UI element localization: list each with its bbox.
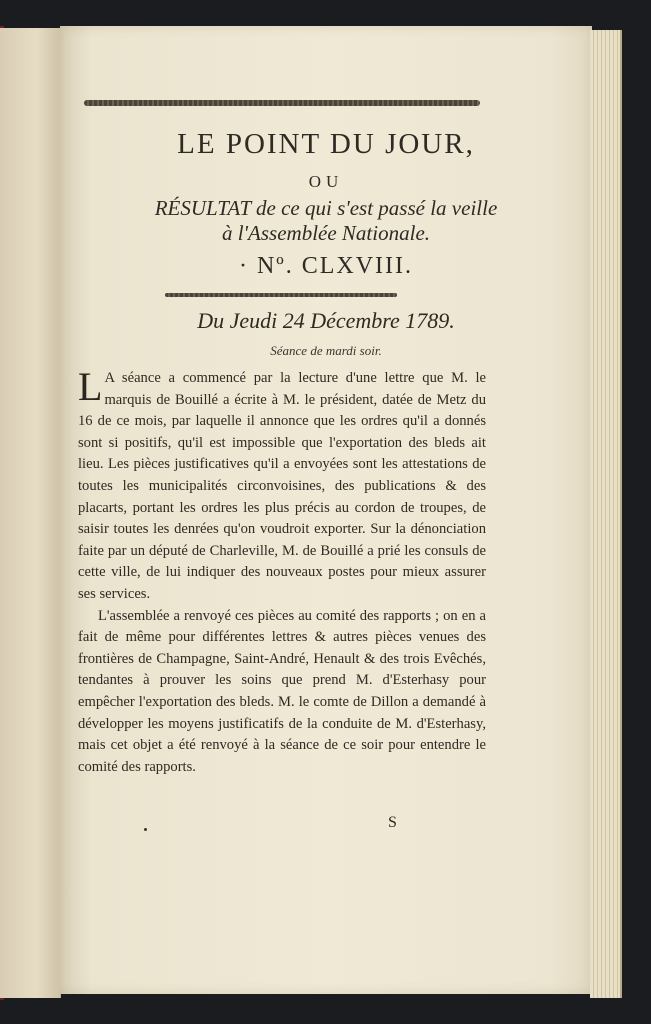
page-stack-edge xyxy=(590,30,622,998)
middle-rule xyxy=(165,293,397,297)
paragraph-1-text: A séance a commencé par la lecture d'une lettre que M. le marquis de Bouillé a écrite à M. le président, datée de Metz du 16 de ce mois, par laquelle il annonce que les ordres qu'il a donnés sont si positifs, qu'il est impossible que l'exportation des bleds ait lieu. Les pièces justificatives qu'il a envoyées sont les attestations de toutes les municipalités circonvoisines, des publications & des placarts, portant les ordres les plus précis au cordon de troupes, de saisir toutes les denrées qu'on voudroit exporter. Sur la dénonciation faite par un député de Charleville, M. de Bouillé a prié les consuls de cette ville, de lui indiquer des nouveaux postes pour mieux assurer ses services. xyxy=(78,370,486,602)
article-body xyxy=(78,364,486,778)
issue-date: Du Jeudi 24 Décembre 1789. xyxy=(197,308,455,333)
top-rule xyxy=(84,100,480,106)
session-heading: Séance de mardi soir. xyxy=(270,343,382,358)
paragraph-1 xyxy=(78,364,486,606)
newspaper-title: LE POINT DU JOUR, xyxy=(177,128,475,160)
subtitle xyxy=(60,196,592,246)
subtitle-line-1: RÉSULTAT de ce qui s'est passé la veille xyxy=(154,196,498,220)
drop-cap: L xyxy=(78,364,103,409)
conjunction: OU xyxy=(308,172,344,191)
signature-mark: S xyxy=(388,814,397,831)
issue-number: · Nº. CLXVIII. xyxy=(238,253,414,279)
paragraph-2: L'assemblée a renvoyé ces pièces au comité des rapports ; on en a fait de même pour différentes lettres & autres pièces venues des frontières de Champagne, Saint-André, Henault & des trois Evêchés, tendantes à prouver les soins que prend M. d'Esterhasy pour empêcher l'exportation des bleds. M. le comte de Dillon a demandé à développer les moyens justificatifs de la conduite de M. d'Esterhasy, mais cet objet a été renvoyé à la séance de ce soir pour entendre le comité des rapports. xyxy=(78,607,486,775)
subtitle-line-2: à l'Assemblée Nationale. xyxy=(221,221,431,245)
ink-dot xyxy=(144,828,147,831)
left-page xyxy=(0,28,61,998)
